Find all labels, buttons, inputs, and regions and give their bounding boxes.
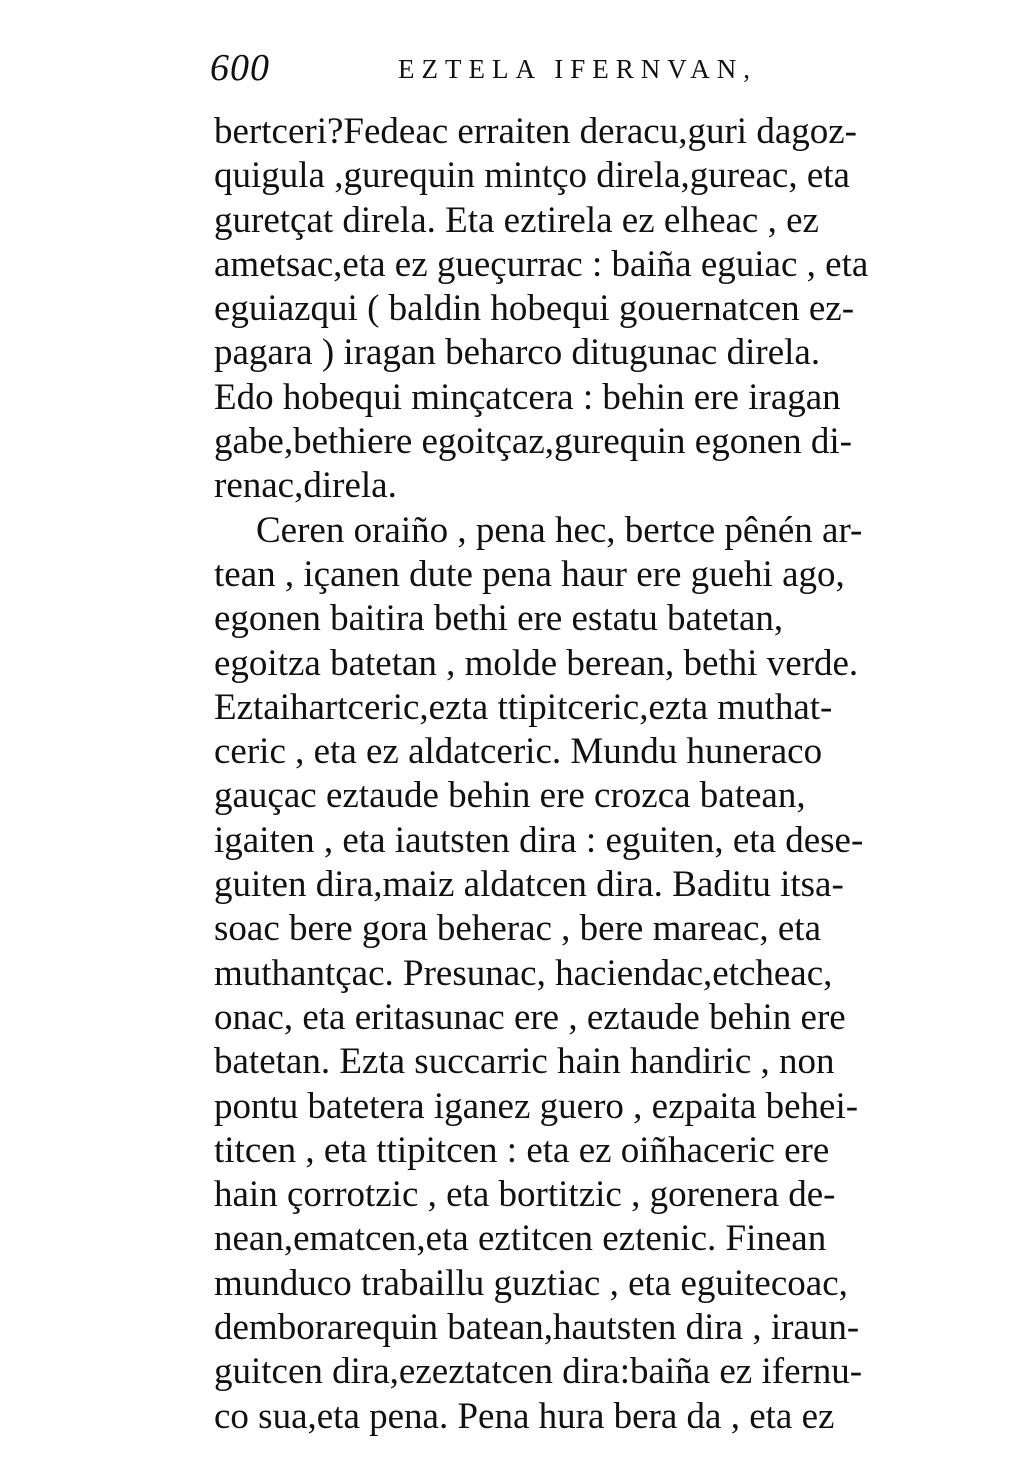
page-number: 600: [210, 47, 270, 89]
text-line: egoitza batetan , molde berean, bethi verde.: [214, 642, 859, 684]
text-line: bertceri?Fedeac erraiten deracu,guri dagoz-: [214, 111, 857, 152]
paragraph-start-line: Ceren oraiño , pena hec, bertce pênén ar-: [256, 509, 863, 551]
page-header: [210, 46, 930, 106]
text-line: guretçat direla. Eta eztirela ez elheac , ez: [214, 199, 819, 241]
text-line: batetan. Ezta succarric hain handiric , non: [214, 1041, 835, 1083]
text-line: egonen baitira bethi ere estatu batetan,: [214, 598, 784, 640]
text-line: renac,direla.: [214, 465, 397, 507]
text-line: munduco trabaillu guztiac , eta eguitecoac,: [214, 1262, 848, 1304]
text-line: gauçac eztaude behin ere crozca batean,: [214, 775, 806, 817]
text-line: tean , içanen dute pena haur ere guehi ago,: [214, 553, 845, 595]
text-line: onac, eta eritasunac ere , eztaude behin ere: [214, 996, 846, 1038]
text-line: guitcen dira,ezeztatcen dira:baiña ez ifernu-: [214, 1351, 863, 1393]
text-line: muthantçac. Presunac, haciendac,etcheac,: [214, 952, 833, 994]
text-line: ametsac,eta ez gueçurrac : baiña eguiac , eta: [214, 243, 869, 285]
text-line: hain çorrotzic , eta bortitzic , gorenera de-: [214, 1174, 836, 1216]
text-line: igaiten , eta iautsten dira : eguiten, eta dese-: [214, 819, 864, 861]
text-line: ceric , eta ez aldatceric. Mundu huneraco: [214, 731, 823, 773]
body-text: [214, 110, 914, 1439]
text-line: guiten dira,maiz aldatcen dira. Baditu itsa-: [214, 864, 844, 906]
text-line: demborarequin batean,hautsten dira , iraun-: [214, 1307, 860, 1349]
text-line: pagara ) iragan beharco ditugunac direla.: [214, 332, 821, 374]
text-line: quigula ,gurequin mintço direla,gureac, eta: [214, 155, 850, 197]
text-line: Eztaihartceric,ezta ttipitceric,ezta muthat-: [214, 686, 833, 728]
text-line: gabe,bethiere egoitçaz,gurequin egonen di-: [214, 421, 852, 463]
text-line: eguiazqui ( baldin hobequi gouernatcen ez-: [214, 288, 855, 330]
text-line: nean,ematcen,eta eztitcen eztenic. Finean: [214, 1218, 827, 1260]
text-line: co sua,eta pena. Pena hura bera da , eta ez: [214, 1395, 835, 1437]
text-line: soac bere gora beherac , bere mareac, eta: [214, 908, 821, 950]
text-line: Edo hobequi minçatcera : behin ere iragan: [214, 376, 841, 418]
text-line: pontu batetera iganez guero , ezpaita behei-: [214, 1085, 859, 1127]
running-head: EZTELA IFERNVAN,: [398, 54, 757, 84]
text-line: titcen , eta ttipitcen : eta ez oiñhaceric ere: [214, 1129, 830, 1171]
